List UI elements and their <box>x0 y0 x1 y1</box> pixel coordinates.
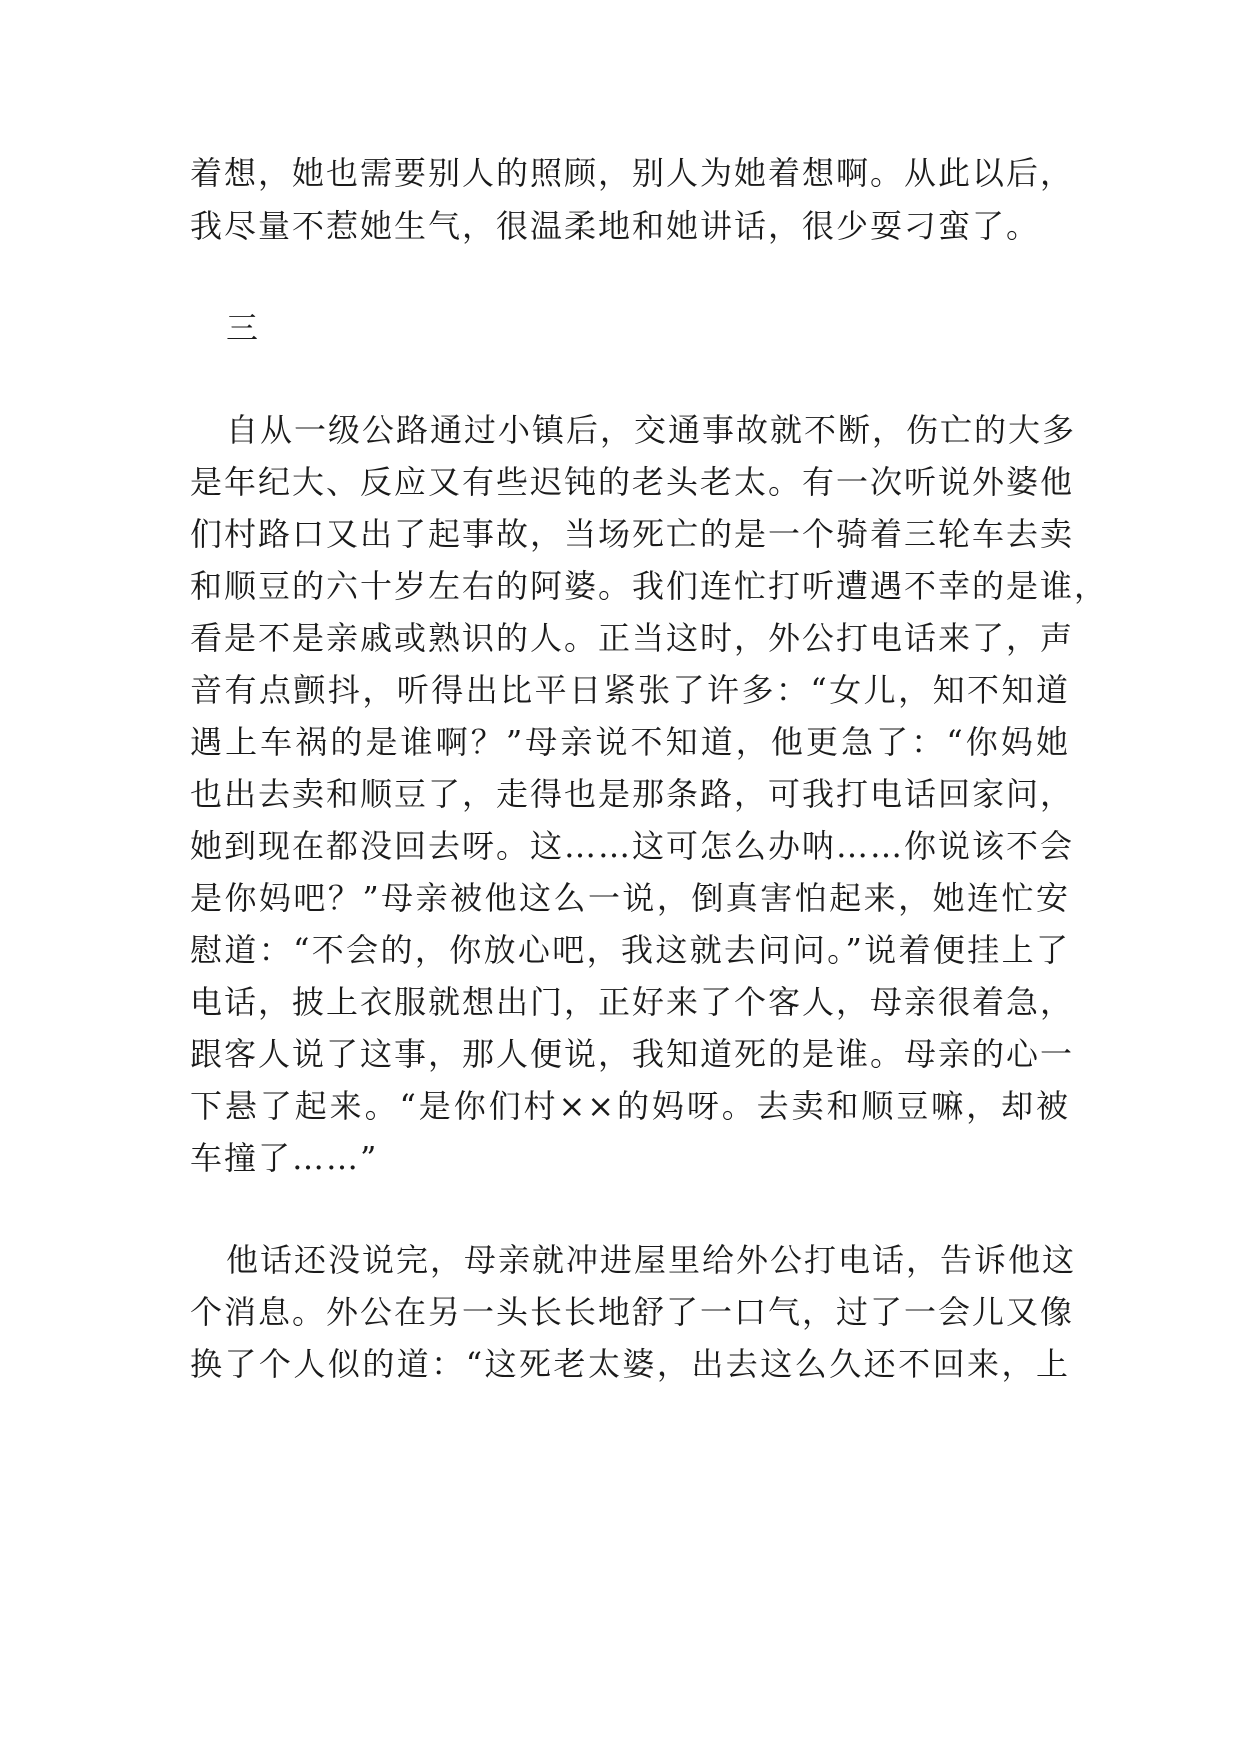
paragraph-2-line-9: 她到现在都没回去呀。这……这可怎么办呐……你说该不会 <box>190 827 1075 865</box>
paragraph-2-line-11: 慰道：“不会的，你放心吧，我这就去问问。”说着便挂上了 <box>190 931 1070 969</box>
paragraph-2-line-15: 车撞了……” <box>190 1139 379 1177</box>
paragraph-2-line-2: 是年纪大、反应又有些迟钝的老头老太。有一次听说外婆他 <box>190 463 1075 501</box>
paragraph-2-line-12: 电话，披上衣服就想出门，正好来了个客人，母亲很着急， <box>190 983 1075 1021</box>
paragraph-2-line-4: 和顺豆的六十岁左右的阿婆。我们连忙打听遭遇不幸的是谁， <box>190 567 1109 605</box>
paragraph-3-line-3: 换了个人似的道：“这死老太婆，出去这么久还不回来，上 <box>190 1345 1070 1383</box>
paragraph-2-line-3: 们村路口又出了起事故，当场死亡的是一个骑着三轮车去卖 <box>190 515 1075 553</box>
paragraph-2-line-14: 下悬了起来。“是你们村××的妈呀。去卖和顺豆嘛，却被 <box>190 1087 1070 1125</box>
paragraph-3-line-2: 个消息。外公在另一头长长地舒了一口气，过了一会儿又像 <box>190 1293 1075 1331</box>
paragraph-2-line-6: 音有点颤抖，听得出比平日紧张了许多：“女儿，知不知道 <box>190 671 1070 709</box>
paragraph-1-line-1: 着想，她也需要别人的照顾，别人为她着想啊。从此以后， <box>190 154 1075 192</box>
paragraph-2-line-1: 自从一级公路通过小镇后，交通事故就不断，伤亡的大多 <box>226 411 1077 449</box>
paragraph-1-line-2: 我尽量不惹她生气，很温柔地和她讲话，很少耍刁蛮了。 <box>190 207 1041 245</box>
paragraph-2-line-5: 看是不是亲戚或熟识的人。正当这时，外公打电话来了，声 <box>190 619 1075 657</box>
paragraph-3-line-1: 他话还没说完，母亲就冲进屋里给外公打电话，告诉他这 <box>226 1241 1077 1279</box>
section-heading: 三 <box>226 309 259 347</box>
paragraph-2-line-8: 也出去卖和顺豆了，走得也是那条路，可我打电话回家问， <box>190 775 1075 813</box>
paragraph-2-line-13: 跟客人说了这事，那人便说，我知道死的是谁。母亲的心一 <box>190 1035 1075 1073</box>
paragraph-2-line-7: 遇上车祸的是谁啊？”母亲说不知道，他更急了：“你妈她 <box>190 723 1070 761</box>
paragraph-2-line-10: 是你妈吧？”母亲被他这么一说，倒真害怕起来，她连忙安 <box>190 879 1070 917</box>
